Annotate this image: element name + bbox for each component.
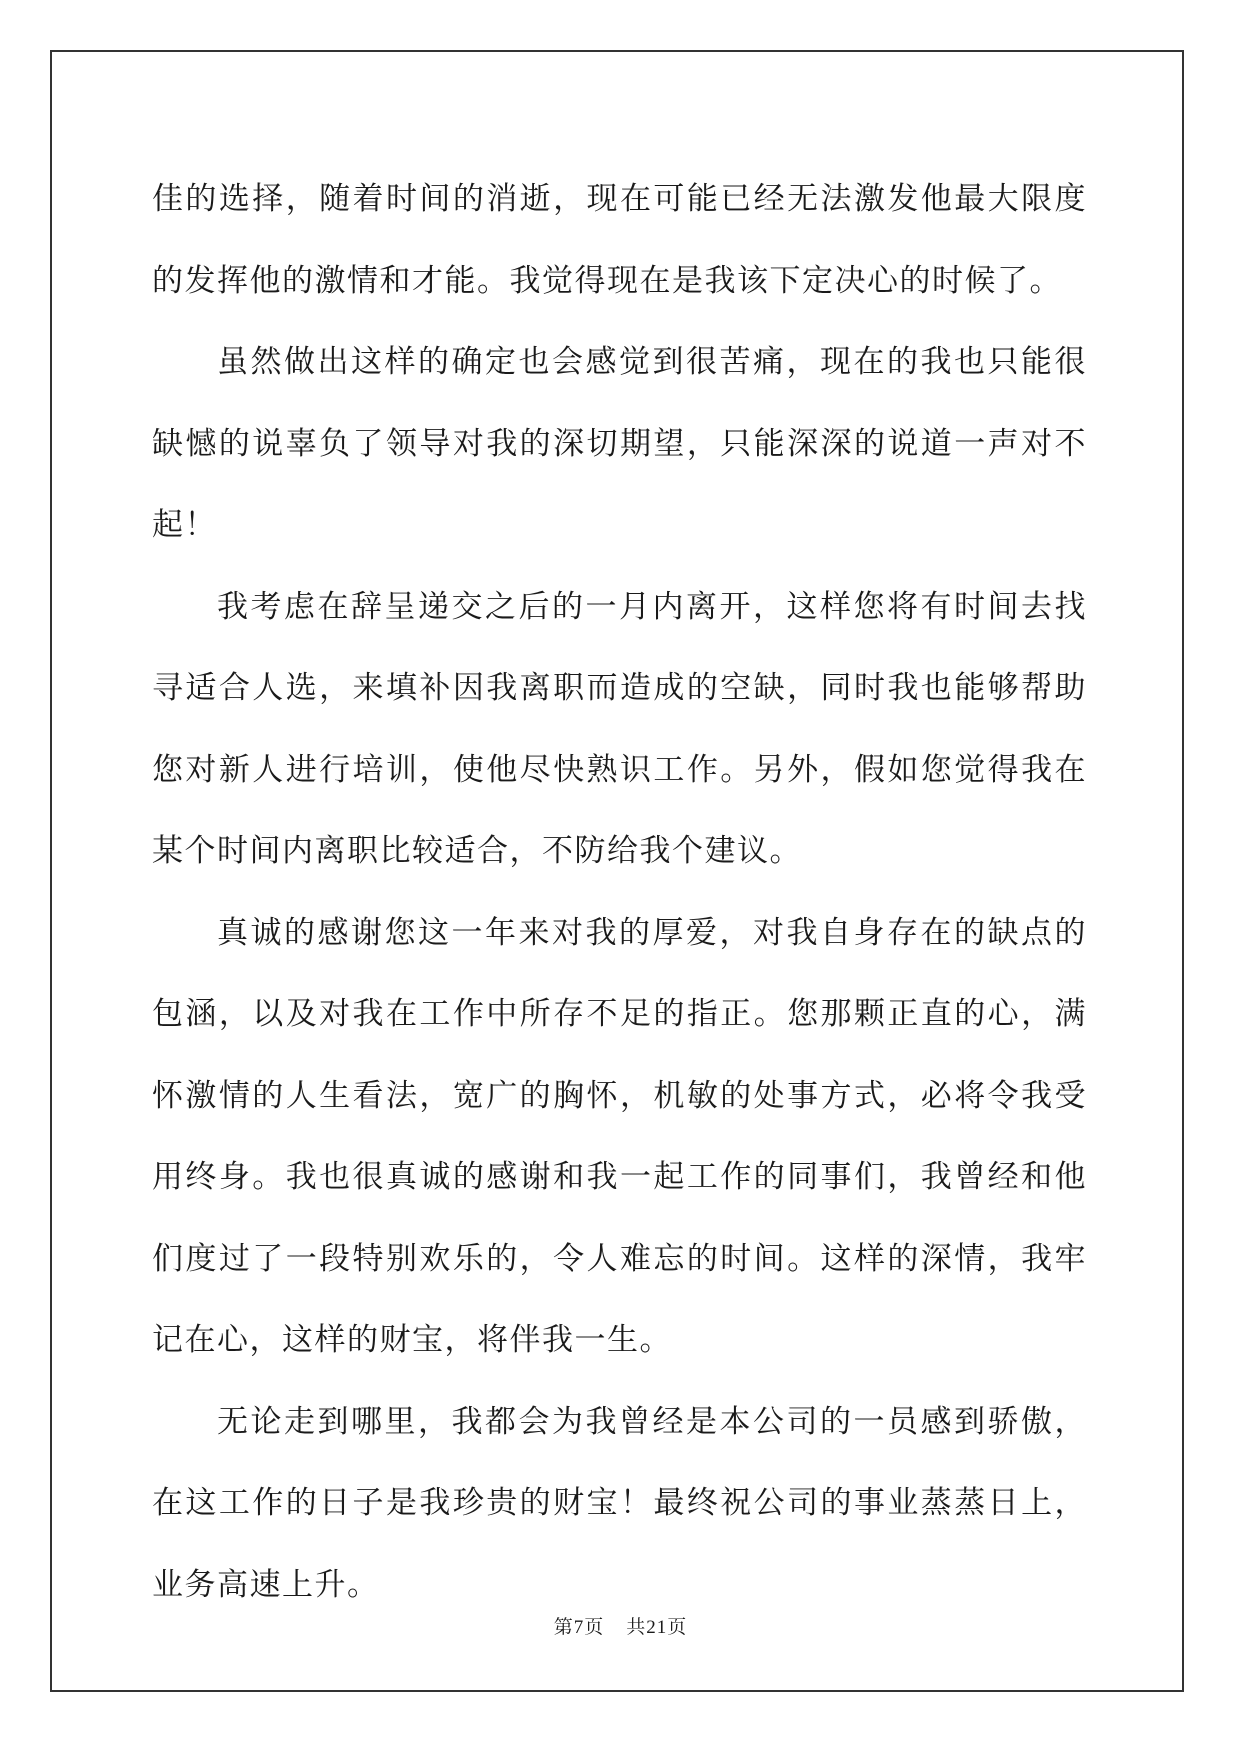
paragraph-5: 无论走到哪里，我都会为我曾经是本公司的一员感到骄傲，在这工作的日子是我珍贵的财宝！最终祝公司的事业蒸蒸日上，业务高速上升。 bbox=[152, 1403, 1087, 1603]
page-footer bbox=[0, 1612, 1241, 1639]
paragraph-3: 我考虑在辞呈递交之后的一月内离开，这样您将有时间去找寻适合人选，来填补因我离职而造成的空缺，同时我也能够帮助您对新人进行培训，使他尽快熟识工作。另外，假如您觉得我在某个时间内离职比较适合，不防给我个建议。 bbox=[152, 588, 1087, 869]
total-pages: 共21页 bbox=[626, 1617, 688, 1638]
paragraph-1: 佳的选择，随着时间的消逝，现在可能已经无法激发他最大限度的发挥他的激情和才能。我觉得现在是我该下定决心的时候了。 bbox=[152, 181, 1087, 299]
document-body bbox=[152, 159, 1087, 1626]
paragraph-2: 虽然做出这样的确定也会感觉到很苦痛，现在的我也只能很缺憾的说辜负了领导对我的深切期望，只能深深的说道一声对不起！ bbox=[152, 344, 1087, 543]
current-page-number: 第7页 bbox=[553, 1617, 605, 1638]
paragraph-4: 真诚的感谢您这一年来对我的厚爱，对我自身存在的缺点的包涵，以及对我在工作中所存不足的指正。您那颗正直的心，满怀激情的人生看法，宽广的胸怀，机敏的处事方式，必将令我受用终身。我也很真诚的感谢和我一起工作的同事们，我曾经和他们度过了一段特别欢乐的，令人难忘的时间。这样的深情，我牢记在心，这样的财宝，将伴我一生。 bbox=[152, 914, 1087, 1358]
